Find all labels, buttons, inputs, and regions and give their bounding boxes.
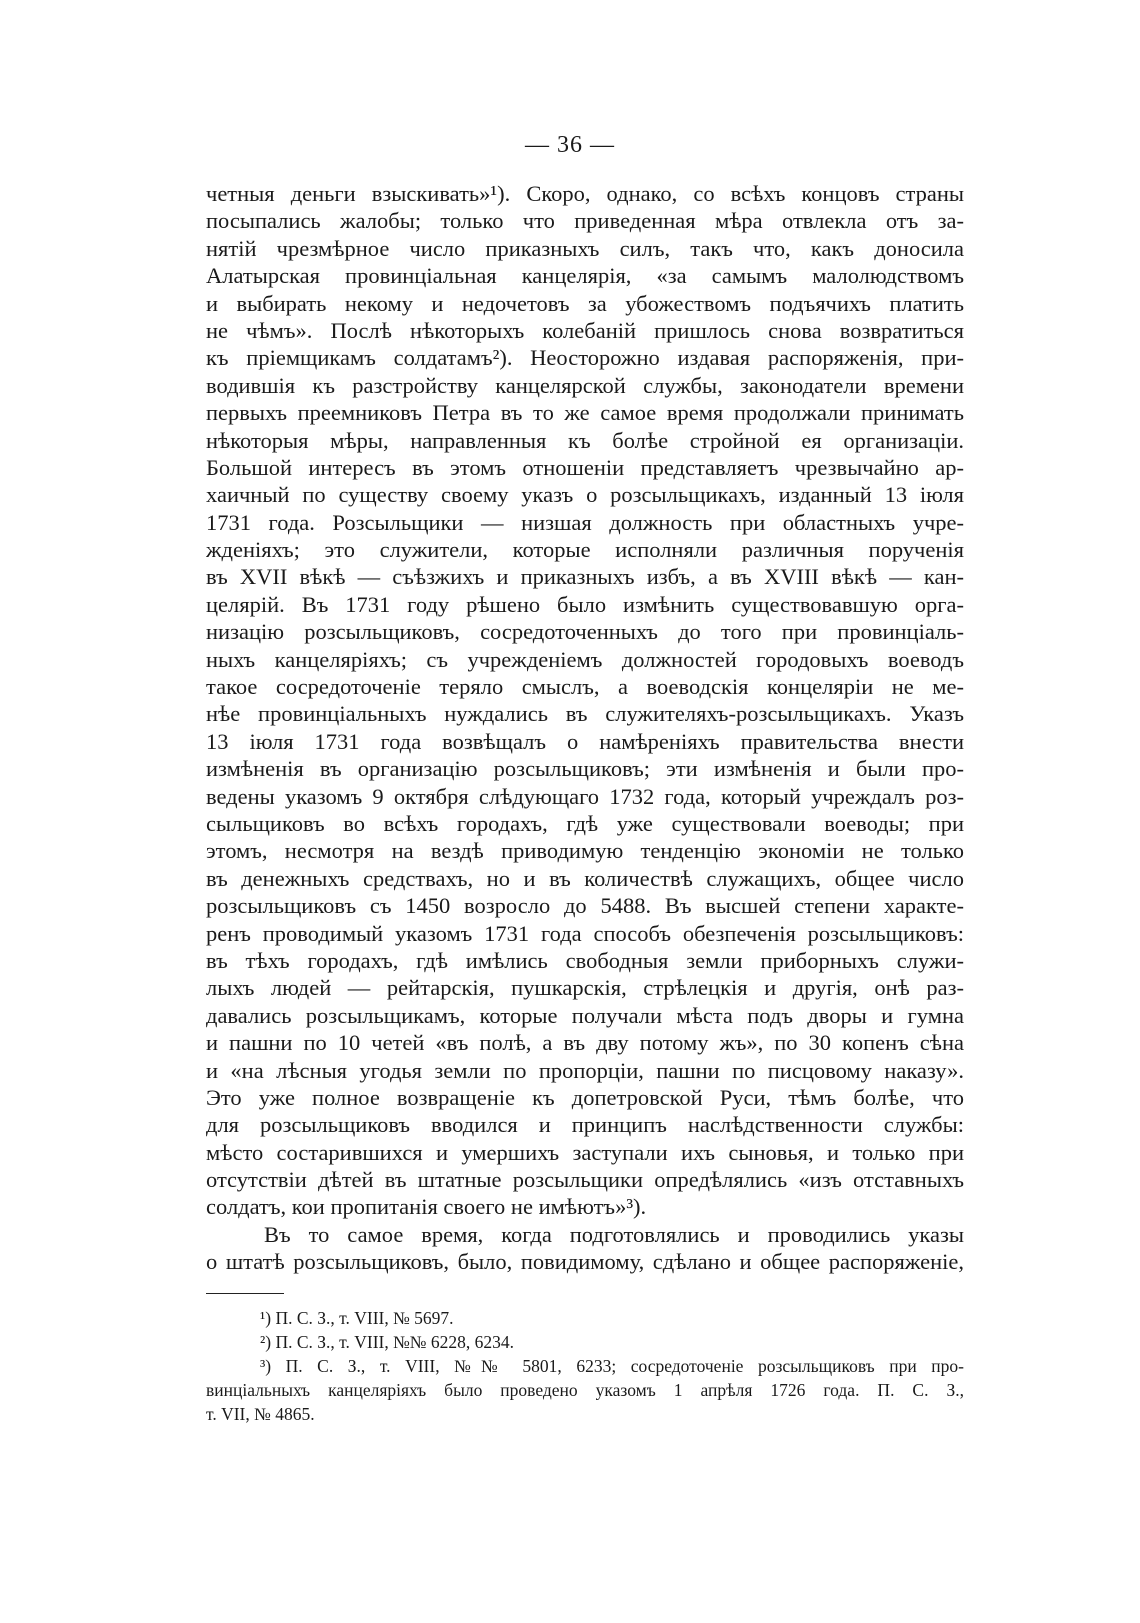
- text-line: низацію розсыльщиковъ, сосредоточенныхъ до того при провинціаль-: [206, 619, 964, 645]
- text-line: нѣкоторыя мѣры, направленныя къ болѣе стройной ея организаціи.: [206, 427, 964, 453]
- text-line: въ XVII вѣкѣ — съѣзжихъ и приказныхъ избъ, а въ XVIII вѣкѣ — кан-: [206, 564, 964, 590]
- text-line: къ пріемщикамъ солдатамъ²). Неосторожно издавая распоряженія, при-: [206, 345, 964, 371]
- footnote-3-continuation: т. VII, № 4865.: [206, 1404, 315, 1424]
- text-line: и «на лѣсныя угодья земли по пропорціи, пашни по писцовому наказу».: [206, 1057, 964, 1083]
- text-line: этомъ, несмотря на вездѣ приводимую тенденцію экономіи не только: [206, 838, 964, 864]
- text-line: и пашни по 10 четей «въ полѣ, а въ дву потому жъ», по 30 копенъ сѣна: [206, 1030, 964, 1056]
- text-line: Это уже полное возвращеніе къ допетровской Руси, тѣмъ болѣе, что: [206, 1084, 964, 1110]
- text-line: ведены указомъ 9 октября слѣдующаго 1732 года, который учреждалъ роз-: [206, 783, 964, 809]
- text-line: о штатѣ розсыльщиковъ, было, повидимому, сдѣлано и общее распоряженіе,: [206, 1249, 964, 1275]
- paragraph-end-line: солдатъ, кои пропитанія своего не имѣютъ»³).: [206, 1194, 647, 1220]
- text-line: давались розсыльщикамъ, которые получали мѣста подъ дворы и гумна: [206, 1002, 964, 1028]
- text-line: не чѣмъ». Послѣ нѣкоторыхъ колебаній пришлось снова возвратиться: [206, 317, 964, 343]
- footnote-divider: [206, 1293, 284, 1294]
- text-line: сыльщиковъ во всѣхъ городахъ, гдѣ уже существовали воеводы; при: [206, 810, 964, 836]
- text-line: Алатырская провинціальная канцелярія, «за самымъ малолюдствомъ: [206, 263, 964, 289]
- text-line: первыхъ преемниковъ Петра въ то же самое время продолжали принимать: [206, 400, 964, 426]
- footnote-3: ³) П. С. З., т. VIII, №№ 5801, 6233; сосредоточеніе розсыльщиковъ при про-: [260, 1356, 964, 1376]
- text-line: ныхъ канцеляріяхъ; съ учрежденіемъ должностей городовыхъ воеводъ: [206, 646, 964, 672]
- footnote-3-continuation: винціальныхъ канцеляріяхъ было проведено указомъ 1 апрѣля 1726 года. П. С. З.,: [206, 1380, 964, 1400]
- footnotes: [206, 1306, 964, 1426]
- text-line: для розсыльщиковъ вводился и принципъ наслѣдственности службы:: [206, 1112, 964, 1138]
- paragraph-start-line: Въ то самое время, когда подготовлялись и проводились указы: [264, 1221, 964, 1247]
- text-line: и выбирать некому и недочетовъ за убожествомъ подъячихъ платить: [206, 290, 964, 316]
- text-line: розсыльщиковъ съ 1450 возросло до 5488. Въ высшей степени характе-: [206, 893, 964, 919]
- text-line: въ денежныхъ средствахъ, но и въ количествѣ служащихъ, общее число: [206, 865, 964, 891]
- text-line: 13 іюля 1731 года возвѣщалъ о намѣреніяхъ правительства внести: [206, 728, 964, 754]
- text-line: посыпались жалобы; только что приведенная мѣра отвлекла отъ за-: [206, 208, 964, 234]
- text-line: измѣненія въ организацію розсыльщиковъ; эти измѣненія и были про-: [206, 756, 964, 782]
- text-line: Большой интересъ въ этомъ отношеніи представляетъ чрезвычайно ар-: [206, 454, 964, 480]
- text-line: четныя деньги взыскивать»¹). Скоро, однако, со всѣхъ концовъ страны: [206, 181, 964, 206]
- text-line: въ тѣхъ городахъ, гдѣ имѣлись свободныя земли приборныхъ служи-: [206, 947, 964, 973]
- text-line: такое сосредоточеніе теряло смыслъ, а воеводскія концеляріи не ме-: [206, 674, 964, 700]
- text-line: лыхъ людей — рейтарскія, пушкарскія, стрѣлецкія и другія, онѣ раз-: [206, 975, 964, 1001]
- text-line: нѣе провинціальныхъ нуждались въ служителяхъ-розсыльщикахъ. Указъ: [206, 701, 964, 727]
- text-line: нятій чрезмѣрное число приказныхъ силъ, такъ что, какъ доносила: [206, 235, 964, 261]
- text-line: отсутствіи дѣтей въ штатные розсыльщики опредѣлялись «изъ отставныхъ: [206, 1167, 964, 1193]
- footnote-2: ²) П. С. З., т. VIII, №№ 6228, 6234.: [260, 1332, 514, 1352]
- text-line: мѣсто состарившихся и умершихъ заступали ихъ сыновья, и только при: [206, 1139, 964, 1165]
- footnote-1: ¹) П. С. З., т. VIII, № 5697.: [260, 1308, 454, 1328]
- body-text: [206, 180, 964, 1276]
- text-line: жденіяхъ; это служители, которые исполняли различныя порученія: [206, 537, 964, 563]
- text-line: целярій. Въ 1731 году рѣшено было измѣнить существовавшую орга-: [206, 591, 964, 617]
- text-line: ренъ проводимый указомъ 1731 года способъ обезпеченія розсыльщиковъ:: [206, 920, 964, 946]
- text-line: 1731 года. Розсыльщики — низшая должность при областныхъ учре-: [206, 509, 964, 535]
- page-number: — 36 —: [525, 132, 615, 158]
- text-line: хаичный по существу своему указъ о розсыльщикахъ, изданный 13 іюля: [206, 482, 964, 508]
- text-line: водившія къ разстройству канцелярской службы, законодатели времени: [206, 372, 964, 398]
